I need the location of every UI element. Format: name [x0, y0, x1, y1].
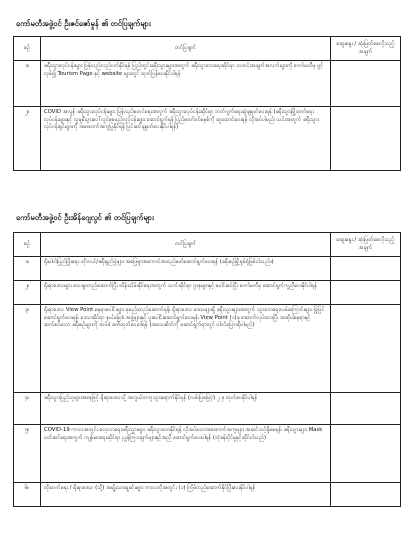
row-note	[331, 425, 401, 483]
row-number: ၃။	[14, 305, 41, 393]
row-content: ရိုးရာဒေသ View Point နေရာပေါင်းများ စုစည်းတည်ဆောက်ရန်၊ ရိုးရာဒေသ ဒေသများရှိ ခရီးသွားများအတွက် သွားလာရေးလမ်းကြောင်းများ ပြုပြင်ဆောင်ရွက်ပေးရန်၊ ဒေသဆိုင်ရာ နယ်မြေခံ အဖွဲ့များနှင့် ပူးပေါင်းဆောင်ရွက်ပေးရန်၊ View Point (၁)ခု ဆောက်လုပ်ထားပြီး အဆိုပါနေရာနှင့် ဆက်စပ်သော ခရီးစဉ်များကို ထပ်မံ ဖော်ထုတ်ပေးပါရန် (အသေးစိတ်ကို ဆောင်ရွက်ရာတွင် ပါဝင်ပြောဆိုပါမည်)	[41, 305, 331, 393]
row-note	[331, 393, 401, 425]
row-note	[331, 257, 401, 281]
header-no: စဉ်	[14, 233, 41, 257]
section-1-table	[13, 36, 401, 171]
header-content: တင်ပြချက်	[41, 233, 331, 257]
table-row	[14, 305, 401, 393]
table-row	[14, 425, 401, 483]
table-row	[14, 107, 401, 171]
row-note	[331, 483, 401, 507]
table-row	[14, 61, 401, 107]
row-note	[331, 305, 401, 393]
table-header-row	[14, 233, 401, 257]
table-row	[14, 483, 401, 507]
row-number: ၁။	[14, 61, 41, 107]
row-content: COVID-19 ကာလအတွင်း လေ့လာရေးခရီးသွားများ ခရီးသွားလာနိုင်ရန် လိုအပ်သောအထောက်အကူများ အဆင်သင့်ရှိစေရန်၊ ခရီးသွားများ Mask ဝတ်ဆင်ရေးအတွက် ကျန်းမာရေးဆိုင်ရာ ညွှန်ကြားချက်များနှင့်အညီ ဆောင်ရွက်ပေးပါရန် (ဘုံခန်းပိုင်မှုနှင့်ဆိုင်ပါသည်)	[41, 425, 331, 483]
table-row	[14, 393, 401, 425]
header-content: တင်ပြချက်	[41, 37, 331, 61]
row-number: ၂။	[14, 281, 41, 305]
header-note: ဆွေးနွေး / ဆုံးဖြတ်စေလိုသည့် အချက်	[331, 233, 401, 257]
row-content: တိုးတက်ရေး / ရိုးရာဒေသ (သို့) အမျိုးသားရှုခင်းများ ကာလတိုအတွင်း (၁) ကြိမ်တည်ဆောက်နိုင်ပြီးပေးနိုင်ပါရန်	[41, 483, 331, 507]
section-1-title: ကော်မတီအဖွဲ့ဝင် ဦးဇင်ဇော်မှုန် ၏ တင်ပြချက်များ	[16, 19, 151, 28]
row-number: ၆။	[14, 483, 41, 507]
row-note	[331, 281, 401, 305]
row-number: ၁။	[14, 257, 41, 281]
table-row	[14, 257, 401, 281]
header-note: ဆွေးနွေး / ဆုံးဖြတ်စေလိုသည့် အချက်	[331, 37, 401, 61]
row-content: ခရီးသွားပြည်သူများအနေဖြင့် ရိုးရာဒေသသို့ အလွယ်တကူသွားရောက်နိုင်ရန် (လမ်းပြမြေပုံ) ၂ ခု ထုတ်ဝေနိုင်ပါရန်	[41, 393, 331, 425]
section-2-title: ကော်မတီအဖွဲ့ဝင် ဦးအိန်ဂျေလွင် ၏ တင်ပြချက်များ	[16, 213, 154, 222]
row-content: ရိုးရာဒေသများ သေချာတည်ဆောက်ပြီး ထိန်းသိမ်းနိုင်ရေးအတွက် သက်ဆိုင်ရာ ဌာနများနှင့် ပေါင်းစပ်ပြီး ကော်မတီမှ ဆောင်ရွက်ကူညီပေးနိုင်ပါရန်	[41, 281, 331, 305]
section-2-table	[13, 232, 401, 507]
header-no: စဉ်	[14, 37, 41, 61]
row-note	[331, 107, 401, 171]
row-content: COVID အလွန် ခရီးသွားလုပ်ငန်းများ ပြန်လည်စတင်ရေးအတွက် ခရီးသွားလုပ်ငန်းဆိုင်ရာ ဘတ်ဂျက်ရေးဆွဲချမှတ်ပေးရန် (ခရီးသွားမြို့တော်ရေးလုပ်ငန်းများနှင့် လူမှုစီးပွားပေါ်လွင်စေမည့်လုပ်ငန်းများ ဆောင်ရွက်ရန် ပြည်တော်ဝင်စနစ်ကို ထူထောင်ပေးရန် လိုအပ်ပါမည်၊ ယင်းအတွက် ခရီးသွားလုပ်ငန်းရှင်များကို အထောက်အကူပြုနိုင်ရန် ပြင်ဆင်ချမှတ်ပေးနိုင်ပါရန်)	[41, 107, 331, 171]
row-note	[331, 61, 401, 107]
row-content: ခရီးသွားလုပ်ငန်းများ ပြန်လည်လည်ပတ်နိုင်ရန် ပြည်တွင်းခရီးသွားများအတွက် ခရီးသွားလာရေးဆိုင်ရာ သတင်းအချက်အလက်များကို ကော်မတီမှ ဖွင့်လှစ်၍ Tourism Page နှင့် website များတွင် ထုတ်ပြန်ပေးနိုင်ပါရန်	[41, 61, 331, 107]
row-number: ၂။	[14, 107, 41, 171]
row-content: ရိုးမါဝါးပြည်ဖြိုးရေး ဟိုတယ်/ခရီးရှည်ပွဲများ အဖြေရှာအကောင်အထည်ဖော်ဆောင်ရွက်ပေးရန် (ခရီးစဉ်မြို့ရှစ်ရုံဖြစ်ပါသည်။)	[41, 257, 331, 281]
table-row	[14, 281, 401, 305]
row-number: ၄။	[14, 393, 41, 425]
table-header-row	[14, 37, 401, 61]
row-number: ၅။	[14, 425, 41, 483]
